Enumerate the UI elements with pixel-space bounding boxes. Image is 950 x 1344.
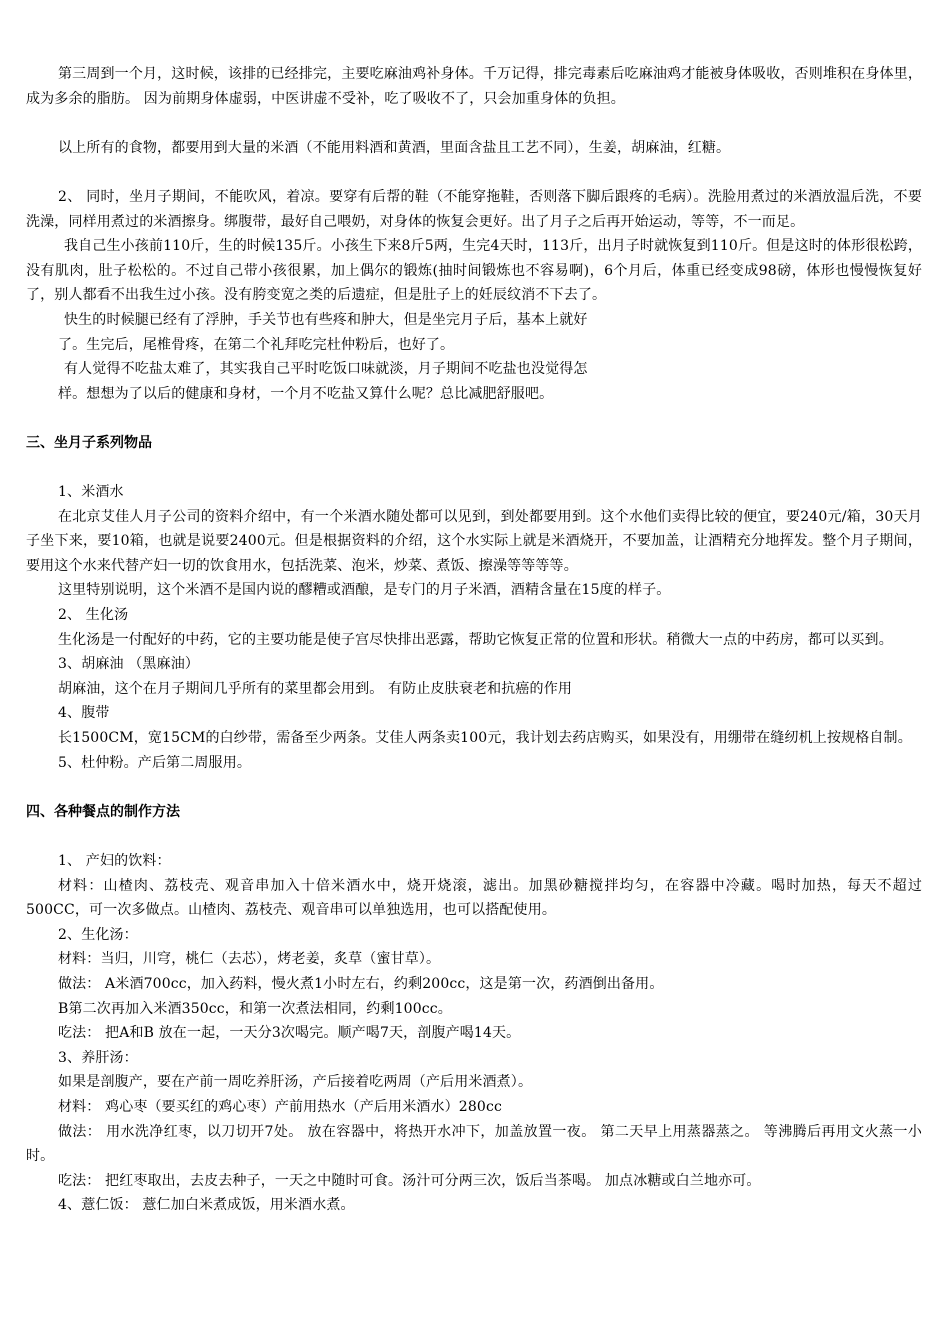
item-title-belly-band: 4、腹带	[58, 705, 110, 722]
item-text-sesame-oil: 胡麻油，这个在月子期间几乎所有的菜里都会用到。 有防止皮肤衰老和抗癌的作用	[58, 680, 572, 697]
recipe-liver-soup-usage: 吃法： 把红枣取出，去皮去种子，一天之中随时可食。汤汁可分两三次，饭后当茶喝。 加点冰糖或白兰地亦可。	[58, 1172, 761, 1189]
recipe-liver-soup-method: 做法： 用水洗净红枣，以刀切开7处。 放在容器中，将热开水冲下，加盖放置一夜。 第二天早上用蒸器蒸之。 等沸腾后再用文火蒸一小时。	[26, 1123, 922, 1165]
recipe-title-liver-soup: 3、养肝汤：	[58, 1049, 138, 1066]
recipe-shenghua-materials: 材料：当归，川穹，桃仁（去芯），烤老姜，炙草（蜜甘草）。	[58, 951, 441, 968]
recipe-title-shenghua: 2、生化汤：	[58, 926, 138, 943]
item-text-shenghua-soup: 生化汤是一付配好的中药，它的主要功能是使子宫尽快排出恶露，帮助它恢复正常的位置和形状。稍微大一点的中药房，都可以买到。	[58, 631, 893, 648]
paragraph-week-three: 第三周到一个月，这时候，该排的已经排完，主要吃麻油鸡补身体。千万记得，排完毒素后吃麻油鸡才能被身体吸收，否则堆积在身体里，成为多余的脂肪。 因为前期身体虚弱，中医讲虚不受补，吃了吸收不了，只会加重身体的负担。	[26, 66, 922, 107]
document-page	[26, 62, 922, 1218]
paragraph-ingredients-note: 以上所有的食物，都要用到大量的米酒（不能用料酒和黄酒，里面含盐且工艺不同），生姜，胡麻油，红糖。	[58, 139, 731, 156]
section-heading-recipes: 四、各种餐点的制作方法	[26, 803, 180, 820]
recipe-liver-soup-materials: 材料： 鸡心枣（要买红的鸡心枣）产前用热水（产后用米酒水）280cc	[58, 1098, 502, 1115]
item-text-rice-wine-water: 在北京艾佳人月子公司的资料介绍中，有一个米酒水随处都可以见到，到处都要用到。这个水他们卖得比较的便宜，要240元/箱，30天月子坐下来，要10箱，也就是说要2400元。但是根据资料的介绍，这个水实际上就是米酒烧开，不要加盖，让酒精充分地挥发。整个月子期间，要用这个水来代替产妇一切的饮食用水，包括洗菜、泡米，炒菜、煮饭、擦澡等等等等。	[26, 508, 922, 574]
item-text-rice-wine-note: 这里特别说明，这个米酒不是国内说的醪糟或酒酿，是专门的月子米酒，酒精含量在15度的样子。	[58, 582, 671, 599]
item-title-rice-wine-water: 1、米酒水	[58, 484, 124, 501]
item-text-belly-band: 长1500CM，宽15CM的白纱带，需备至少两条。艾佳人两条卖100元，我计划去药店购买，如果没有，用绷带在缝纫机上按规格自制。	[58, 730, 912, 747]
item-eucommia-powder: 5、杜仲粉。产后第二周服用。	[58, 754, 252, 771]
recipe-title-drink: 1、 产妇的饮料：	[58, 853, 171, 869]
paragraph-salt-line2: 样。想想为了以后的健康和身材，一个月不吃盐又算什么呢？总比减肥舒服吧。	[58, 385, 554, 402]
paragraph-weight-story: 我自己生小孩前110斤，生的时候135斤。小孩生下来8斤5两，生完4天时，113斤，出月子时就恢复到110斤。但是这时的体形很松跨，没有肌肉，肚子松松的。不过自己带小孩很累，加上偶尔的锻炼(抽时间锻炼也不容易啊)，6个月后，体重已经变成98磅，体形也慢慢恢复好了，别人都看不出我生过小孩。没有胯变宽之类的后遗症，但是肚子上的妊辰纹消不下去了。	[26, 238, 922, 304]
recipe-shenghua-usage: 吃法： 把A和B 放在一起，一天分3次喝完。顺产喝7天，剖腹产喝14天。	[58, 1025, 521, 1042]
recipe-shenghua-step-b: B第二次再加入米酒350cc，和第一次煮法相同，约剩100cc。	[58, 1000, 452, 1017]
section-heading-supplies: 三、坐月子系列物品	[26, 434, 152, 451]
recipe-liver-soup-note: 如果是剖腹产，要在产前一周吃养肝汤，产后接着吃两周（产后用米酒煮）。	[58, 1074, 533, 1091]
recipe-coix-rice: 4、薏仁饭： 薏仁加白米煮成饭，用米酒水煮。	[58, 1197, 355, 1214]
paragraph-swelling-line2: 了。生完后，尾椎骨疼，在第二个礼拜吃完杜仲粉后，也好了。	[58, 336, 455, 353]
paragraph-salt-line1: 有人觉得不吃盐太难了，其实我自己平时吃饭口味就淡，月子期间不吃盐也没觉得怎	[64, 361, 588, 378]
recipe-text-drink: 材料：山楂肉、荔枝壳、观音串加入十倍米酒水中，烧开烧滚，滤出。加黑砂糖搅拌均匀，在容器中冷藏。喝时加热，每天不超过500CC，可一次多做点。山楂肉、荔枝壳、观音串可以单独选用，也可以搭配使用。	[26, 877, 922, 919]
item-title-shenghua-soup: 2、 生化汤	[58, 607, 129, 624]
paragraph-confinement-rules: 2、 同时，坐月子期间，不能吹风，着凉。要穿有后帮的鞋（不能穿拖鞋，否则落下脚后跟疼的毛病）。洗脸用煮过的米酒放温后洗，不要洗澡，同样用煮过的米酒擦身。绑腹带，最好自己喂奶，对身体的恢复会更好。出了月子之后再开始运动，等等，不一而足。	[26, 188, 922, 230]
item-title-sesame-oil: 3、胡麻油 （黑麻油）	[58, 656, 200, 673]
recipe-shenghua-method: 做法： A米酒700cc，加入药料，慢火煮1小时左右，约剩200cc，这是第一次，药酒倒出备用。	[58, 975, 664, 992]
paragraph-swelling-line1: 快生的时候腿已经有了浮肿，手关节也有些疼和肿大，但是坐完月子后，基本上就好	[64, 311, 588, 328]
